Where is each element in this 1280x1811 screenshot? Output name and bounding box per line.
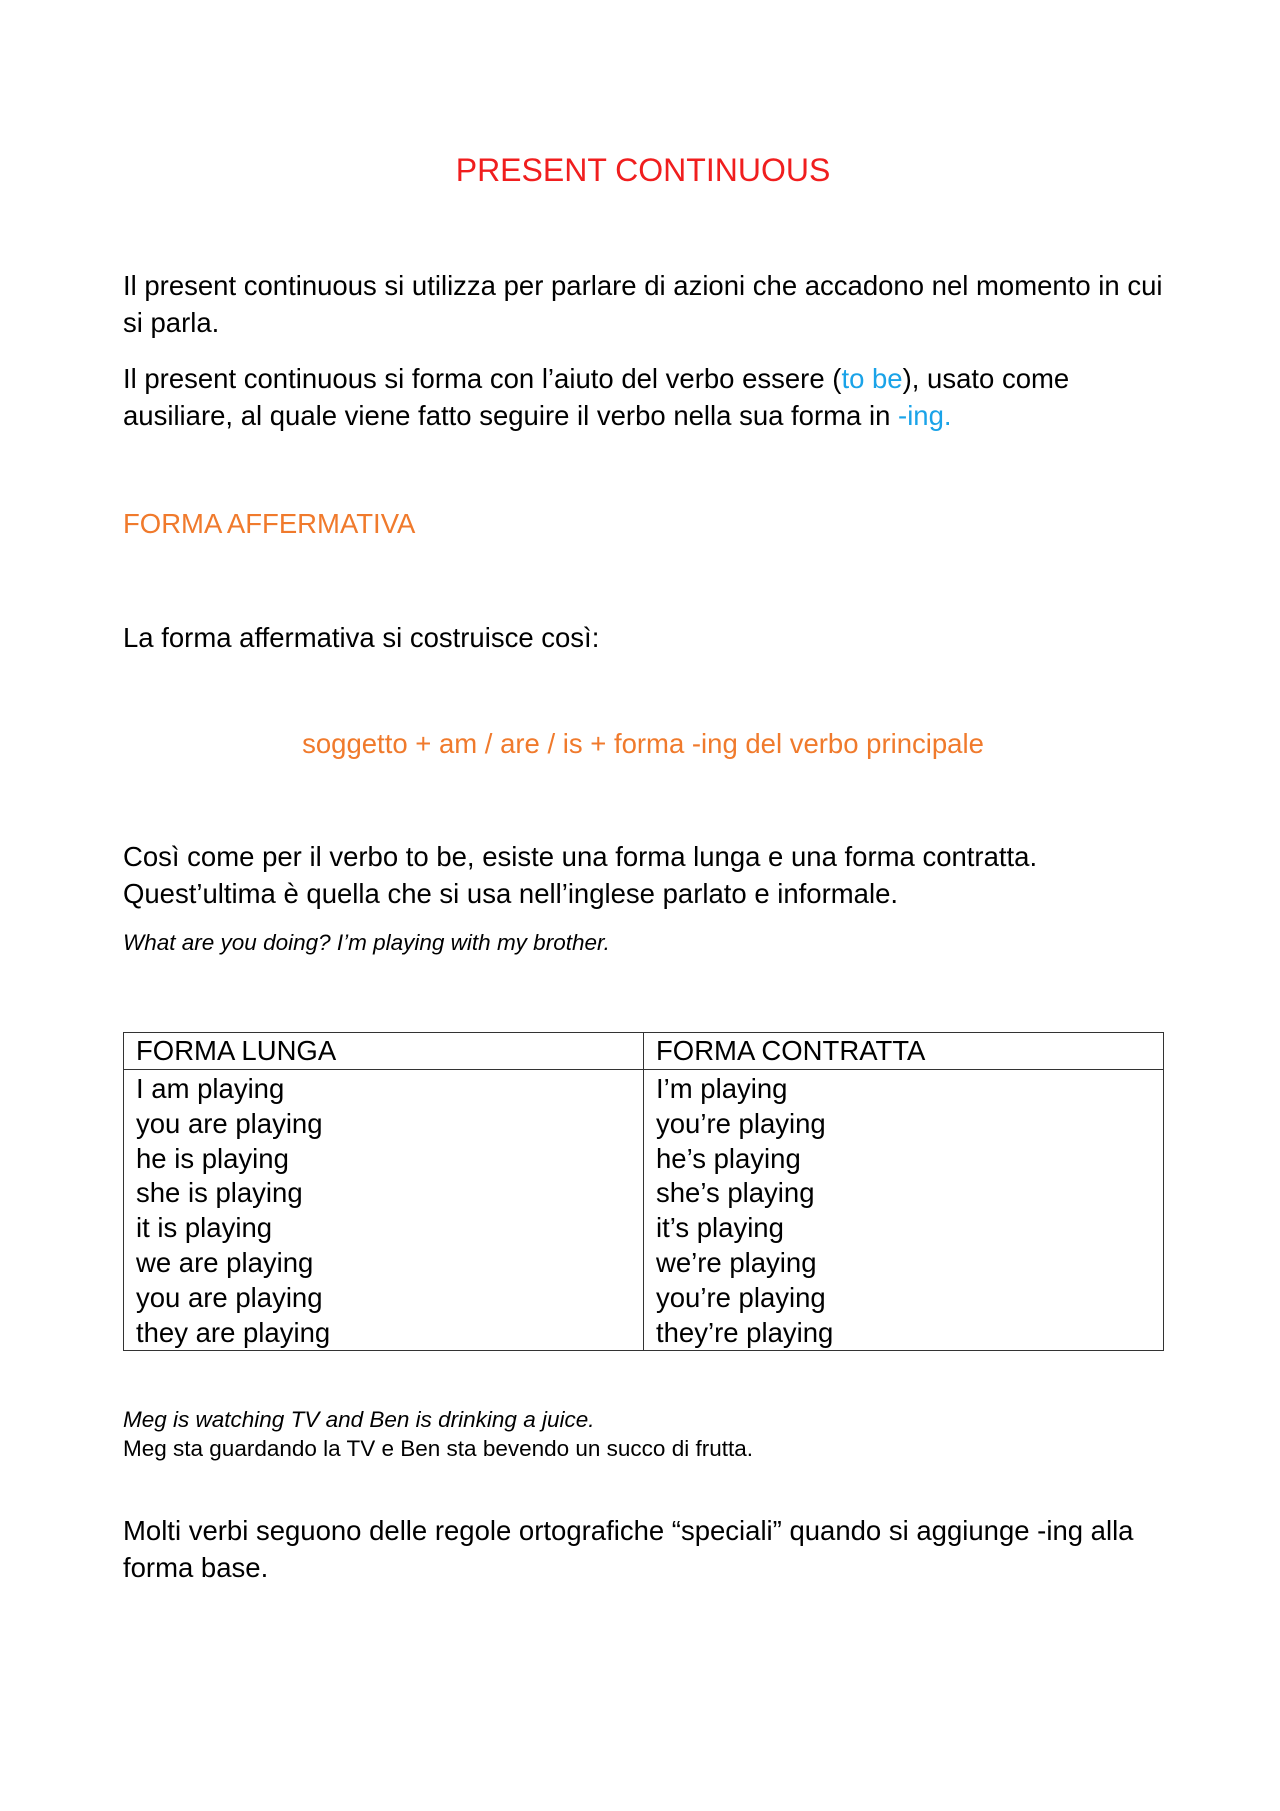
spelling-rules-note: Molti verbi seguono delle regole ortografiche “speciali” quando si aggiunge -ing alla forma base. (123, 1515, 1134, 1583)
contracted-form-item: it’s playing (656, 1212, 784, 1244)
formation-text-middle: ), usato come ausiliare, al quale viene fatto seguire il verbo nella sua forma in (123, 363, 1070, 431)
table-row (124, 1070, 1164, 1351)
long-form-item: you are playing (136, 1107, 323, 1139)
long-form-item: we are playing (136, 1246, 314, 1278)
long-form-item: they are playing (136, 1316, 331, 1348)
affirmative-intro: La forma affermativa si costruisce così: (123, 622, 600, 653)
formation-text-start: Il present continuous si forma con l’aiuto del verbo essere ( (123, 363, 842, 394)
long-form-item: you are playing (136, 1281, 323, 1313)
contracted-form-item: you’re playing (656, 1107, 826, 1139)
contracted-form-item: she’s playing (656, 1177, 815, 1209)
contracted-form-item: you’re playing (656, 1281, 826, 1313)
long-form-item: he is playing (136, 1142, 289, 1174)
example-with-translation (123, 1405, 753, 1463)
contracted-form-item: I’m playing (656, 1073, 788, 1104)
contracted-forms-cell (644, 1070, 1164, 1351)
contraction-note: Così come per il verbo to be, esiste una forma lunga e una forma contratta. Quest’ultima è quella che si usa nell’inglese parlato e informale. (123, 841, 1038, 909)
contracted-form-item: we’re playing (656, 1246, 817, 1278)
contracted-form-item: they’re playing (656, 1316, 834, 1348)
header-long-form: FORMA LUNGA (124, 1033, 644, 1070)
contracted-form-item: he’s playing (656, 1142, 801, 1174)
long-form-item: I am playing (136, 1073, 285, 1104)
section-heading-affirmative: FORMA AFFERMATIVA (123, 508, 416, 539)
page-title: PRESENT CONTINUOUS (455, 152, 831, 188)
long-forms-cell (124, 1070, 644, 1351)
forms-table (123, 1032, 1164, 1351)
example-italian-translation: Meg sta guardando la TV e Ben sta bevendo un succo di frutta. (123, 1436, 753, 1461)
highlight-ing: -ing. (898, 400, 952, 431)
intro-paragraph-usage: Il present continuous si utilizza per parlare di azioni che accadono nel momento in cui si parla. (123, 270, 1163, 338)
intro-paragraph-formation (123, 360, 1163, 434)
table-header-row (124, 1033, 1164, 1070)
header-contracted-form: FORMA CONTRATTA (644, 1033, 1164, 1070)
example-english: Meg is watching TV and Ben is drinking a juice. (123, 1407, 595, 1432)
example-sentence: What are you doing? I’m playing with my brother. (123, 930, 610, 955)
affirmative-formula: soggetto + am / are / is + forma -ing del verbo principale (302, 728, 984, 759)
long-form-item: she is playing (136, 1177, 303, 1209)
long-form-item: it is playing (136, 1212, 273, 1244)
highlight-to-be: to be (841, 363, 903, 394)
